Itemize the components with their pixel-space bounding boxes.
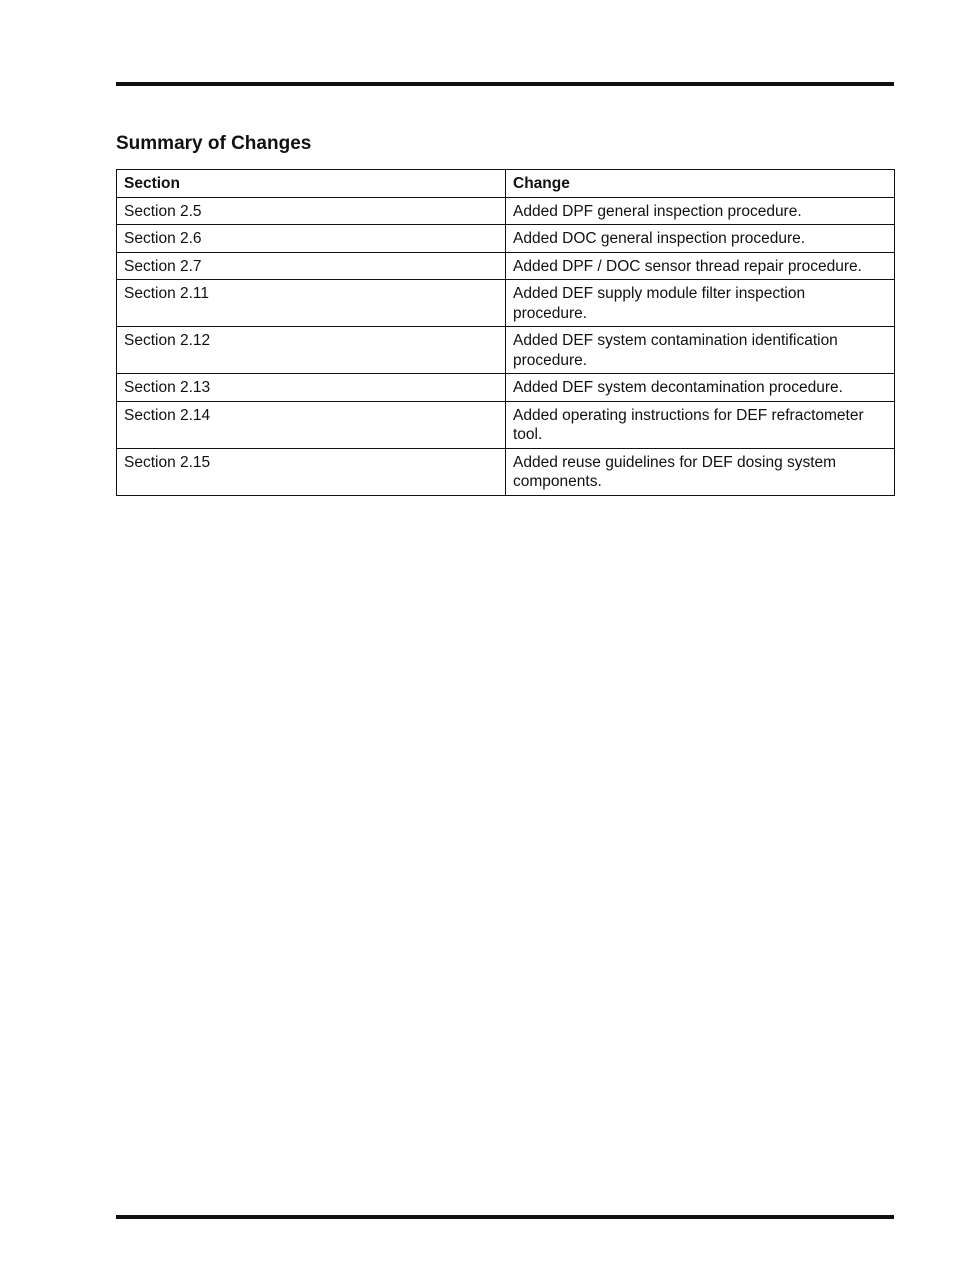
section-cell: Section 2.12 bbox=[117, 327, 506, 374]
change-cell: Added DEF supply module filter inspection procedure. bbox=[506, 280, 895, 327]
table-row bbox=[117, 448, 895, 495]
summary-of-changes-table bbox=[116, 169, 895, 496]
section-cell: Section 2.11 bbox=[117, 280, 506, 327]
change-cell: Added DOC general inspection procedure. bbox=[506, 225, 895, 253]
section-cell: Section 2.15 bbox=[117, 448, 506, 495]
footer-rule bbox=[116, 1215, 894, 1219]
section-cell: Section 2.7 bbox=[117, 252, 506, 280]
table-row bbox=[117, 197, 895, 225]
column-header-section: Section bbox=[117, 170, 506, 198]
table-row bbox=[117, 225, 895, 253]
table-row bbox=[117, 401, 895, 448]
table-row bbox=[117, 252, 895, 280]
section-cell: Section 2.6 bbox=[117, 225, 506, 253]
change-cell: Added reuse guidelines for DEF dosing system components. bbox=[506, 448, 895, 495]
table-row bbox=[117, 374, 895, 402]
column-header-change: Change bbox=[506, 170, 895, 198]
table-row bbox=[117, 280, 895, 327]
header-rule bbox=[116, 82, 894, 86]
change-cell: Added DPF general inspection procedure. bbox=[506, 197, 895, 225]
page-title: Summary of Changes bbox=[116, 133, 312, 154]
change-cell: Added DPF / DOC sensor thread repair procedure. bbox=[506, 252, 895, 280]
table-row bbox=[117, 327, 895, 374]
section-cell: Section 2.13 bbox=[117, 374, 506, 402]
change-cell: Added DEF system decontamination procedure. bbox=[506, 374, 895, 402]
section-cell: Section 2.14 bbox=[117, 401, 506, 448]
table-header-row bbox=[117, 170, 895, 198]
section-cell: Section 2.5 bbox=[117, 197, 506, 225]
change-cell: Added DEF system contamination identification procedure. bbox=[506, 327, 895, 374]
change-cell: Added operating instructions for DEF refractometer tool. bbox=[506, 401, 895, 448]
